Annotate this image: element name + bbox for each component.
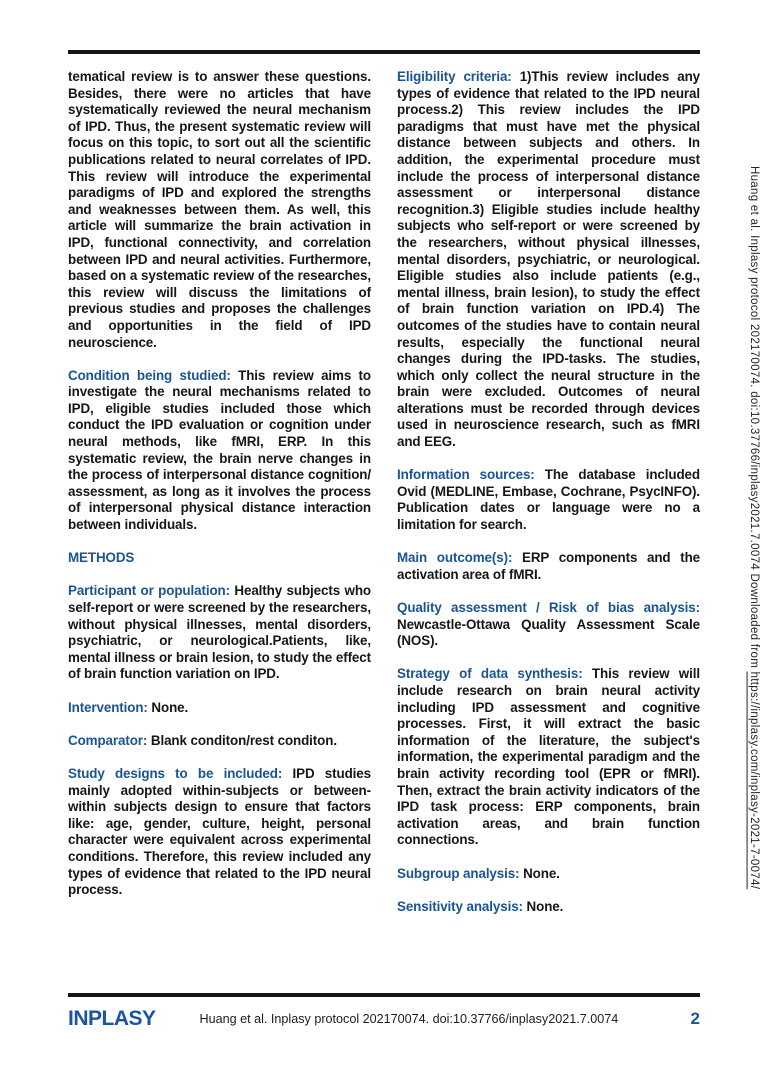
section-body: Healthy subjects who self-report or were screened by the researchers, without physical illnesses, mental disorders, psychiatric, or neurological.Patients, like, mental illness or brain lesion, to study the effect of brain function variation on IPD.	[68, 583, 371, 682]
section-body: Newcastle-Ottawa Quality Assessment Scale (NOS).	[397, 616, 700, 649]
page-number: 2	[690, 1009, 700, 1028]
section-body: tematical review is to answer these questions. Besides, there were no articles that have systematically reviewed the neural mechanism of IPD. Thus, the present systematic review will focus on this topic, to sort out all the scientific publications related to neural correlates of IPD. This review will introduce the experimental paradigms of IPD and explored the strengths and weaknesses between them. As well, this article will summarize the brain activation in IPD, functional connectivity, and correlation between IPD and neural activities. Furthermore, based on a systematic review of the researches, this review will discuss the limitations of previous studies and proposes the challenges and opportunities in the field of IPD neuroscience.	[68, 69, 371, 350]
top-divider	[68, 50, 700, 54]
section-body: IPD studies mainly adopted within-subjects or between-within subjects design to ensure that factors like: age, gender, culture, height, personal character were equivalent across experimental conditions. Therefore, this review included any types of evidence that related to the IPD neural process.	[68, 765, 371, 898]
sensitivity-analysis	[397, 899, 700, 916]
section-body: None.	[147, 699, 189, 715]
eligibility-criteria	[397, 69, 700, 451]
section-heading: Eligibility criteria:	[397, 69, 512, 84]
section-heading: Sensitivity analysis:	[397, 898, 523, 914]
section-body: Blank conditon/rest conditon.	[147, 732, 337, 748]
intro-continued-paragraph	[68, 69, 371, 351]
left-column	[68, 69, 371, 932]
sidebar-citation-link[interactable]: https://inplasy.com/inplasy-2021-7-0074/	[748, 671, 760, 890]
section-heading: Intervention:	[68, 699, 148, 715]
sidebar-citation-text: Huang et al. Inplasy protocol 202170074. doi:10.37766/inplasy2021.7.0074 Downloaded from	[748, 166, 760, 672]
footer-citation: Huang et al. Inplasy protocol 202170074. doi:10.37766/inplasy2021.7.0074	[199, 1012, 619, 1026]
section-heading: Comparator:	[68, 732, 148, 748]
participant-or-population	[68, 583, 371, 683]
comparator	[68, 733, 371, 750]
inplasy-logo: INPLASY	[68, 1007, 156, 1030]
section-body: This review will include research on brain neural activity including IPD assessment and cognitive processes. First, it will extract the basic information of the literature, the subject's information, the experimental paradigm and the brain activity recording tool (EPR or fMRI). Then, extract the brain activity indicators of the IPD task process: ERP components, brain activation areas, and brain function connections.	[397, 666, 700, 848]
right-column	[397, 69, 700, 932]
section-heading: Subgroup analysis:	[397, 865, 520, 881]
section-heading: Condition being studied:	[68, 367, 231, 383]
section-heading: METHODS	[68, 550, 135, 566]
study-designs-to-be-included	[68, 766, 371, 899]
strategy-of-data-synthesis	[397, 666, 700, 849]
section-heading: Quality assessment / Risk of bias analysis:	[397, 600, 700, 615]
section-body: This review aims to investigate the neural mechanisms related to IPD, eligible studies included those which conduct the IPD evaluation or cognition under neural methods, like fMRI, ERP. In this systematic review, the brain nerve changes in the process of interpersonal distance cognition/ assessment, as long as it involves the process of interpersonal physical distance interaction between individuals.	[68, 367, 371, 533]
section-body: None.	[519, 865, 560, 881]
methods-section-heading	[68, 550, 371, 567]
section-body: The database included Ovid (MEDLINE, Embase, Cochrane, PsycINFO). Publication dates or language were no a limitation for search.	[397, 467, 700, 533]
intervention	[68, 700, 371, 717]
bottom-divider	[68, 993, 700, 997]
section-heading: Strategy of data synthesis:	[397, 666, 583, 682]
information-sources	[397, 467, 700, 533]
quality-assessment-risk-of-bias	[397, 600, 700, 650]
two-column-body	[68, 69, 700, 932]
subgroup-analysis	[397, 866, 700, 883]
section-body: ERP components and the activation area of fMRI.	[397, 550, 700, 582]
section-heading: Information sources:	[397, 467, 535, 483]
section-heading: Main outcome(s):	[397, 550, 513, 566]
section-heading: Study designs to be included:	[68, 765, 283, 781]
condition-being-studied	[68, 368, 371, 534]
section-body: 1)This review includes any types of evidence that related to the IPD neural process.2) This review includes the IPD paradigms that must have met the physical distance between subjects and others. In addition, the experimental procedure must include the process of interpersonal distance assessment or interpersonal distance recognition.3) Eligible studies include healthy subjects who self-report or were screened by the researchers, without physical illnesses, mental disorders, psychiatric, or neurological. Eligible studies also include patients (e.g., mental illness, brain lesion), to study the effect of brain function variation on IPD.4) The outcomes of the studies have to contain neural results, especially the functional neural changes during the IPD-tasks. The studies, which only collect the neural structure in the brain were excluded. Outcomes of neural alterations must be recorded through devices used in neuroscience research, such as fMRI and EEG.	[397, 69, 700, 450]
section-body: None.	[522, 898, 564, 914]
page-footer	[68, 1007, 700, 1031]
main-outcomes	[397, 550, 700, 583]
section-heading: Participant or population:	[68, 583, 230, 599]
sidebar-citation-vertical	[748, 166, 760, 1026]
